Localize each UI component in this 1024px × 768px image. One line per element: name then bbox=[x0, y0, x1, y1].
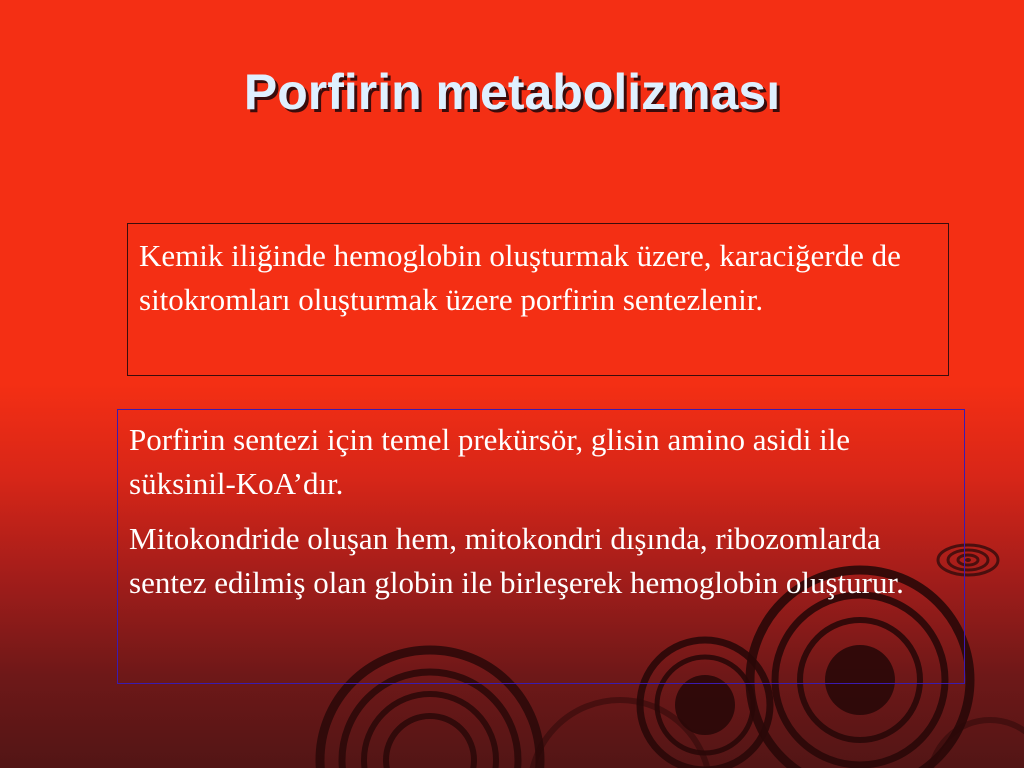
box2-paragraph-1: Porfirin sentezi için temel prekürsör, glisin amino asidi ile süksinil-KoA’dır. bbox=[129, 422, 851, 501]
text-box-bone-marrow bbox=[127, 223, 949, 376]
box2-paragraph-2: Mitokondride oluşan hem, mitokondri dışında, ribozomlarda sentez edilmiş olan globin ile birleşerek hemoglobin oluşturur. bbox=[129, 521, 904, 600]
text-box-synthesis bbox=[117, 409, 965, 684]
box1-paragraph: Kemik iliğinde hemoglobin oluşturmak üzere, karaciğerde de sitokromları oluşturmak üzere porfirin sentezlenir. bbox=[139, 238, 901, 317]
slide-title: Porfirin metabolizması bbox=[243, 64, 781, 120]
